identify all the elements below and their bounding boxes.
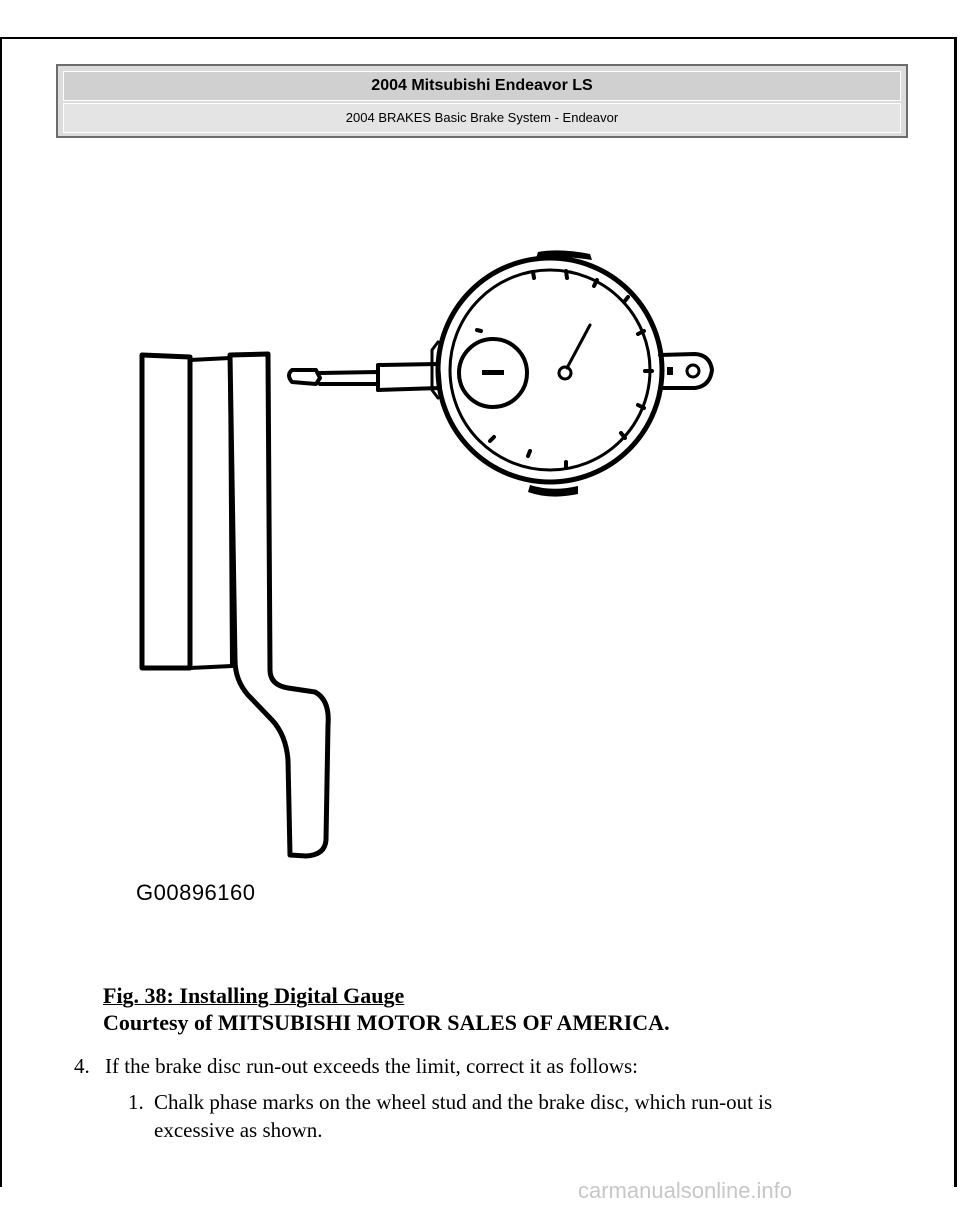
watermark: carmanualsonline.info	[578, 1178, 793, 1203]
figure-caption-title: Fig. 38: Installing Digital Gauge	[103, 983, 405, 1008]
figure-code: G00896160	[136, 880, 256, 905]
step-number: 4.	[74, 1054, 90, 1078]
document-header	[56, 64, 908, 138]
substep-text-line2: excessive as shown.	[154, 1118, 323, 1142]
substep-number: 1.	[128, 1090, 144, 1114]
vehicle-title: 2004 Mitsubishi Endeavor LS	[63, 71, 901, 101]
step-text: If the brake disc run-out exceeds the limit, correct it as follows:	[105, 1054, 638, 1078]
figure-caption-credit: Courtesy of MITSUBISHI MOTOR SALES OF AMERICA.	[103, 1010, 670, 1035]
section-subtitle: 2004 BRAKES Basic Brake System - Endeavor	[63, 103, 901, 133]
substep-text-line1: Chalk phase marks on the wheel stud and the brake disc, which run-out is	[154, 1090, 773, 1114]
dial-gauge-illustration	[120, 230, 740, 870]
